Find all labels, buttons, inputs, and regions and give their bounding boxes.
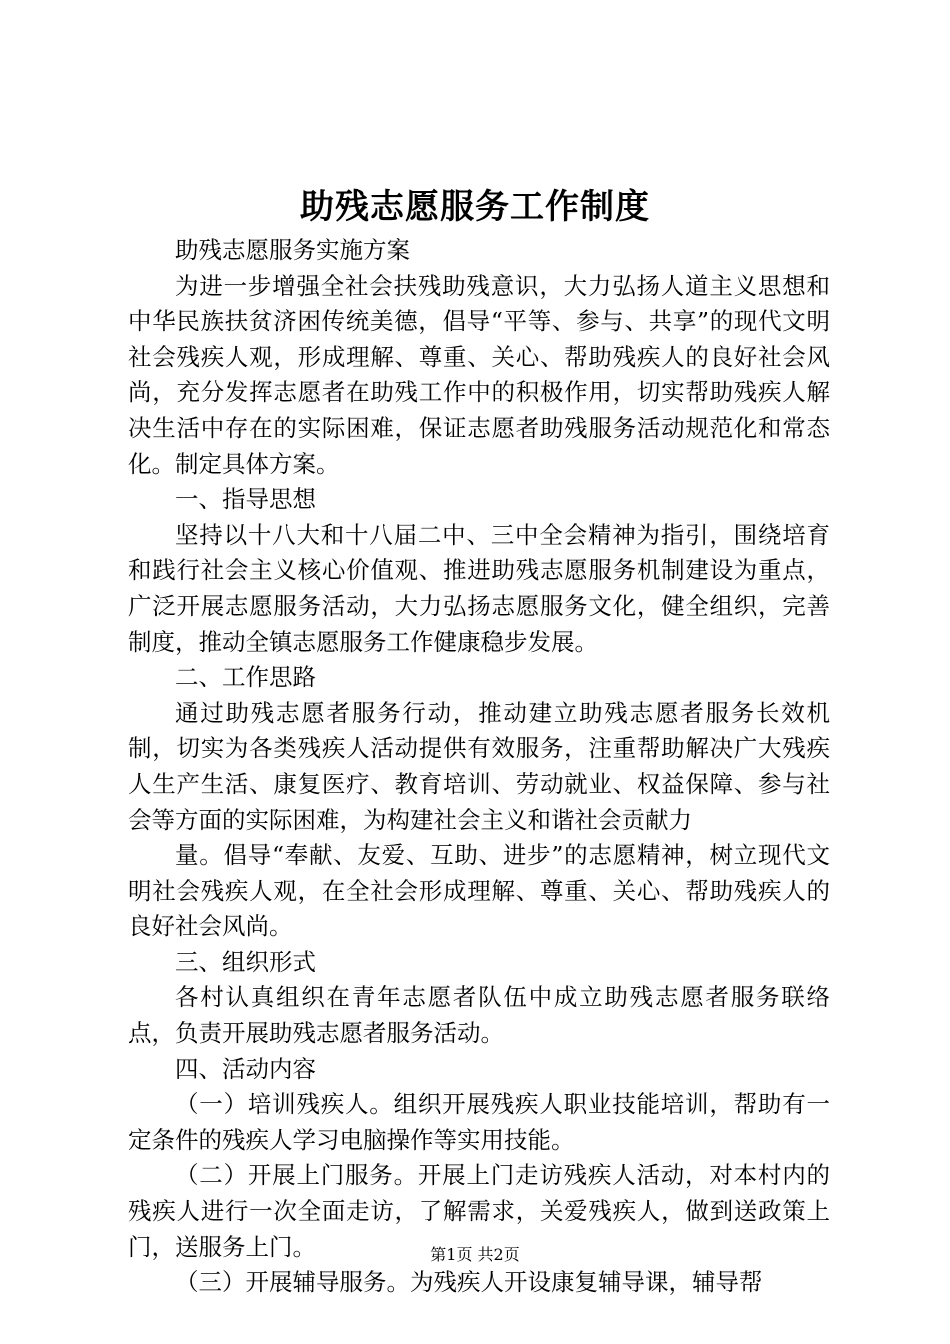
body-paragraph: 坚持以十八大和十八届二中、三中全会精神为指引，围绕培育和践行社会主义核心价值观、推进助残志愿服务机制建设为重点，广泛开展志愿服务活动，大力弘扬志愿服务文化，健全组织，完善制度，推动全镇志愿服务工作健康稳步发展。 — [128, 520, 830, 656]
body-paragraph: 通过助残志愿者服务行动，推动建立助残志愿者服务长效机制，切实为各类残疾人活动提供有效服务，注重帮助解决广大残疾人生产生活、康复医疗、教育培训、劳动就业、权益保障、参与社会等方面的实际困难，为构建社会主义和谐社会贡献力 — [128, 698, 830, 834]
list-item: （三）开展辅导服务。为残疾人开设康复辅导课，辅导帮 — [175, 1268, 763, 1297]
list-item: （一）培训残疾人。组织开展残疾人职业技能培训，帮助有一定条件的残疾人学习电脑操作等实用技能。 — [128, 1090, 830, 1154]
body-paragraph: 量。倡导“奉献、友爱、互助、进步”的志愿精神，树立现代文明社会残疾人观，在全社会形成理解、尊重、关心、帮助残疾人的良好社会风尚。 — [128, 841, 830, 941]
intro-paragraph: 为进一步增强全社会扶残助残意识，大力弘扬人道主义思想和中华民族扶贫济困传统美德，倡导“平等、参与、共享”的现代文明社会残疾人观，形成理解、尊重、关心、帮助残疾人的良好社会风尚，充分发挥志愿者在助残工作中的积极作用，切实帮助残疾人解决生活中存在的实际困难，保证志愿者助残服务活动规范化和常态化。制定具体方案。 — [128, 271, 830, 478]
body-paragraph: 各村认真组织在青年志愿者队伍中成立助残志愿者服务联络点，负责开展助残志愿者服务活动。 — [128, 983, 830, 1048]
section-heading: 三、组织形式 — [175, 947, 316, 976]
subtitle-paragraph: 助残志愿服务实施方案 — [175, 236, 410, 264]
list-item: （二）开展上门服务。开展上门走访残疾人活动，对本村内的残疾人进行一次全面走访，了解需求，关爱残疾人，做到送政策上门，送服务上门。 — [128, 1161, 830, 1261]
document-body — [128, 233, 830, 1301]
section-heading: 二、工作思路 — [175, 663, 316, 692]
page-number: 第1页 共2页 — [430, 1245, 520, 1264]
document-title: 助残志愿服务工作制度 — [300, 187, 650, 227]
section-heading: 四、活动内容 — [175, 1054, 316, 1083]
section-heading: 一、指导思想 — [175, 485, 316, 514]
